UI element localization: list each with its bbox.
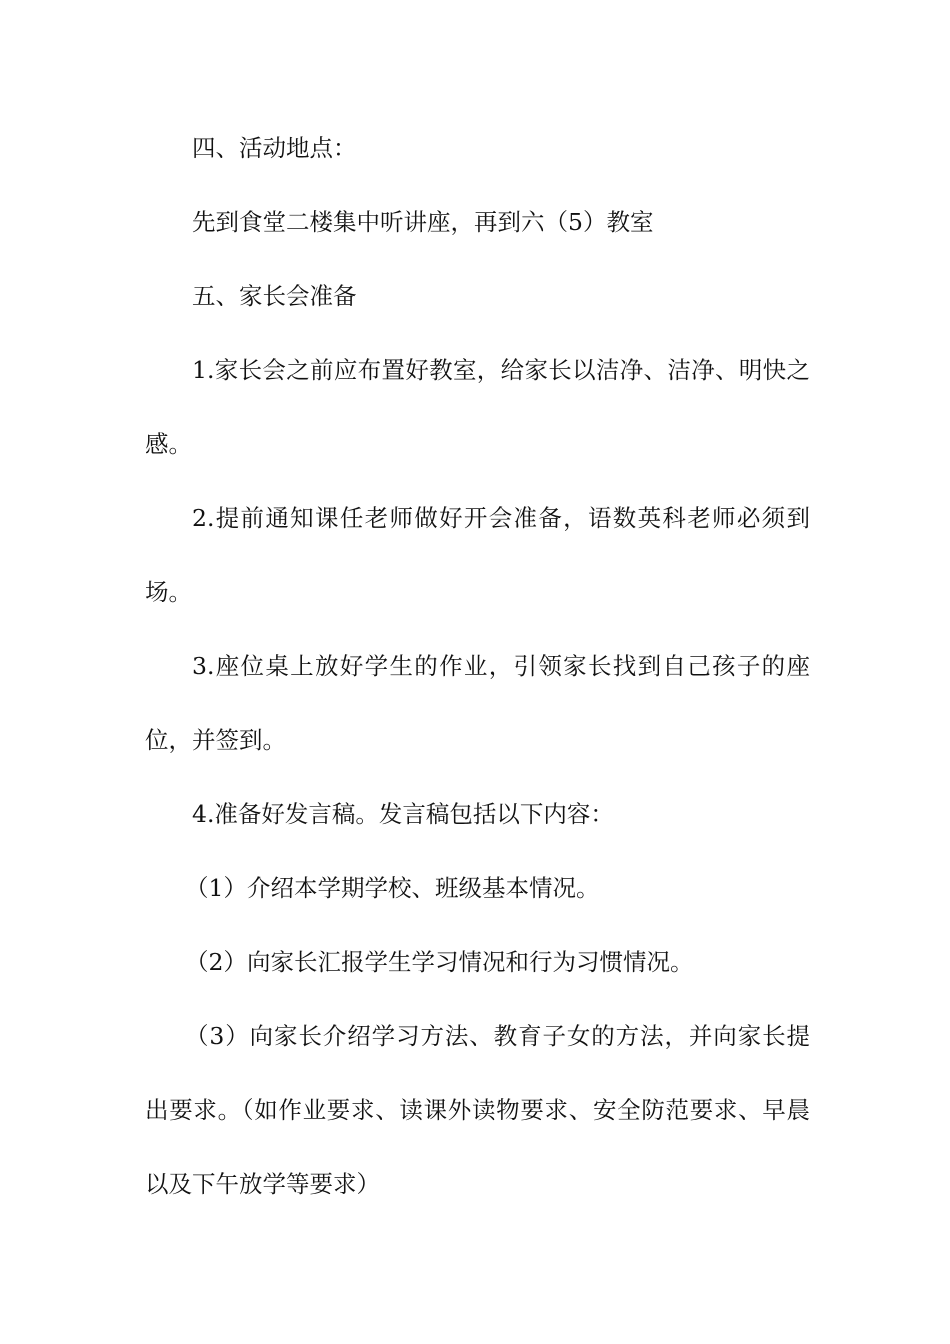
paragraph-location: 先到食堂二楼集中听讲座，再到六（5）教室 xyxy=(192,208,654,236)
paragraph-subitem-2: （2）向家长汇报学生学习情况和行为习惯情况。 xyxy=(185,948,694,976)
section-heading-preparation: 五、家长会准备 xyxy=(192,282,357,310)
paragraph-item-2: 2.提前通知课任老师做好开会准备，语数英科老师必须到场。 xyxy=(145,504,810,606)
paragraph-item-4: 4.准备好发言稿。发言稿包括以下内容： xyxy=(192,800,614,828)
section-heading-location: 四、活动地点： xyxy=(192,134,357,162)
paragraph-item-1: 1.家长会之前应布置好教室，给家长以洁净、洁净、明快之感。 xyxy=(145,356,810,458)
document-body xyxy=(145,111,810,1221)
paragraph-subitem-3: （3）向家长介绍学习方法、教育子女的方法，并向家长提出要求。（如作业要求、读课外读物要求、安全防范要求、早晨以及下午放学等要求） xyxy=(145,1022,810,1198)
paragraph-item-3: 3.座位桌上放好学生的作业，引领家长找到自己孩子的座位，并签到。 xyxy=(145,652,810,754)
paragraph-subitem-1: （1）介绍本学期学校、班级基本情况。 xyxy=(185,874,600,902)
